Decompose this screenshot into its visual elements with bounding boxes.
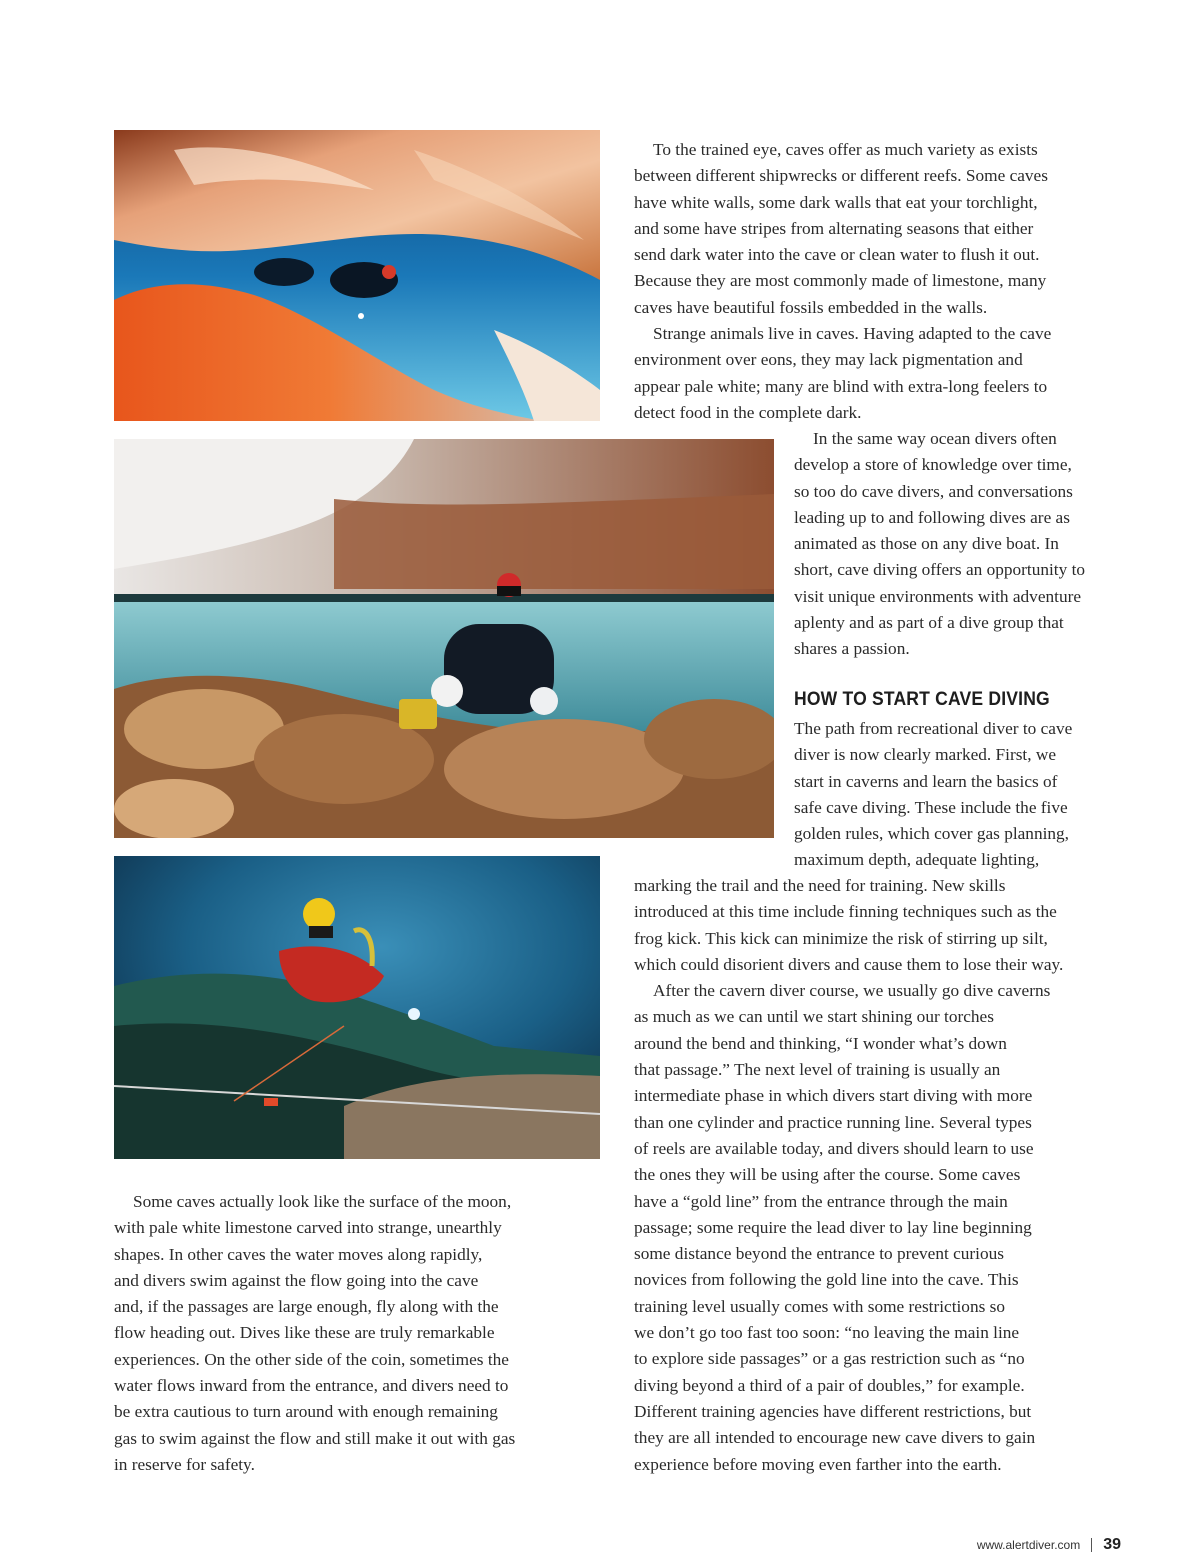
text-line: animated as those on any dive boat. In — [794, 534, 1059, 554]
text-line: maximum depth, adequate lighting, — [794, 850, 1040, 870]
text-line: start in caverns and learn the basics of — [794, 771, 1058, 791]
text-line: appear pale white; many are blind with extra-long feelers to — [634, 376, 1048, 396]
body-text-right-narrow — [794, 426, 1124, 663]
text-line: some distance beyond the entrance to prevent curious — [634, 1244, 1004, 1264]
text-line: so too do cave divers, and conversations — [794, 481, 1073, 501]
text-line: that passage.” The next level of training is usually an — [634, 1060, 1001, 1080]
text-line: with pale white limestone carved into strange, unearthly — [114, 1218, 502, 1238]
text-line: diving beyond a third of a pair of doubles,” for example. — [634, 1375, 1025, 1395]
body-text-right-bottom — [634, 873, 1124, 1478]
text-line: diver is now clearly marked. First, we — [794, 745, 1057, 765]
text-line: send dark water into the cave or clean water to flush it out. — [634, 245, 1040, 265]
text-line: frog kick. This kick can minimize the risk of stirring up silt, — [634, 928, 1048, 948]
text-line: intermediate phase in which divers start diving with more — [634, 1086, 1033, 1106]
text-line: than one cylinder and practice running line. Several types — [634, 1112, 1032, 1132]
text-line: shapes. In other caves the water moves along rapidly, — [114, 1244, 483, 1264]
text-line: shares a passion. — [794, 639, 910, 659]
text-line: as much as we can until we start shining our torches — [634, 1007, 994, 1027]
text-line: The path from recreational diver to cave — [794, 719, 1073, 738]
text-line: detect food in the complete dark. — [634, 402, 862, 422]
text-line: Strange animals live in caves. Having adapted to the cave — [653, 324, 1052, 344]
photo-divers-orange-cave — [114, 130, 600, 421]
photo-diver-red-suit-guideline — [114, 856, 600, 1159]
text-line: have white walls, some dark walls that eat your torchlight, — [634, 192, 1038, 212]
text-line: caves have beautiful fossils embedded in the walls. — [634, 297, 988, 317]
text-line: we don’t go too fast too soon: “no leaving the main line — [634, 1323, 1020, 1343]
text-line: they are all intended to encourage new cave divers to gain — [634, 1428, 1036, 1448]
page-footer — [977, 1536, 1121, 1554]
photo-diver-split-level — [114, 439, 774, 838]
text-line: experience before moving even farther into the earth. — [634, 1454, 1002, 1474]
text-line: water flows inward from the entrance, and divers need to — [114, 1376, 509, 1396]
text-line: to explore side passages” or a gas restriction such as “no — [634, 1349, 1025, 1369]
text-line: passage; some require the lead diver to lay line beginning — [634, 1217, 1032, 1237]
text-line: the ones they will be using after the course. Some caves — [634, 1165, 1021, 1185]
text-line: Some caves actually look like the surface of the moon, — [133, 1192, 512, 1211]
text-line: leading up to and following dives are as — [794, 507, 1070, 527]
text-line: gas to swim against the flow and still make it out with gas — [114, 1428, 516, 1448]
text-line: Different training agencies have different restrictions, but — [634, 1401, 1032, 1421]
text-line: experiences. On the other side of the coin, sometimes the — [114, 1349, 509, 1369]
body-text-right-narrow-2 — [794, 716, 1124, 874]
text-line: aplenty and as part of a dive group that — [794, 613, 1064, 633]
footer-divider — [1091, 1538, 1092, 1552]
body-text-left-bottom — [114, 1189, 604, 1478]
page-number: 39 — [1103, 1536, 1121, 1553]
text-line: novices from following the gold line into the cave. This — [634, 1270, 1019, 1290]
text-line: of reels are available today, and divers should learn to use — [634, 1138, 1034, 1158]
text-line: visit unique environments with adventure — [794, 586, 1082, 606]
text-line: and divers swim against the flow going into the cave — [114, 1270, 479, 1290]
text-line: be extra cautious to turn around with enough remaining — [114, 1402, 498, 1422]
body-text-right-top — [634, 137, 1124, 426]
text-line: which could disorient divers and cause them to lose their way. — [634, 954, 1064, 974]
text-line: between different shipwrecks or different reefs. Some caves — [634, 166, 1048, 186]
footer-url: www.alertdiver.com — [976, 1538, 1081, 1552]
text-line: in reserve for safety. — [114, 1454, 255, 1474]
text-line: develop a store of knowledge over time, — [794, 455, 1072, 475]
text-line: short, cave diving offers an opportunity to — [794, 560, 1086, 580]
text-line: After the cavern diver course, we usually go dive caverns — [653, 981, 1051, 1001]
text-line: Because they are most commonly made of limestone, many — [634, 271, 1047, 291]
text-line: environment over eons, they may lack pigmentation and — [634, 350, 1023, 370]
text-line: have a “gold line” from the entrance through the main — [634, 1191, 1008, 1211]
text-line: golden rules, which cover gas planning, — [794, 824, 1069, 844]
text-line: flow heading out. Dives like these are truly remarkable — [114, 1323, 495, 1343]
section-heading: HOW TO START CAVE DIVING — [794, 688, 1050, 710]
text-line: around the bend and thinking, “I wonder what’s down — [634, 1033, 1007, 1053]
text-line: marking the trail and the need for training. New skills — [634, 876, 1006, 895]
text-line: In the same way ocean divers often — [813, 429, 1057, 448]
text-line: and, if the passages are large enough, fly along with the — [114, 1297, 499, 1317]
text-line: To the trained eye, caves offer as much variety as exists — [653, 140, 1038, 159]
text-line: safe cave diving. These include the five — [794, 797, 1068, 817]
text-line: and some have stripes from alternating seasons that either — [634, 218, 1034, 238]
text-line: introduced at this time include finning techniques such as the — [634, 902, 1057, 922]
text-line: training level usually comes with some restrictions so — [634, 1296, 1005, 1316]
